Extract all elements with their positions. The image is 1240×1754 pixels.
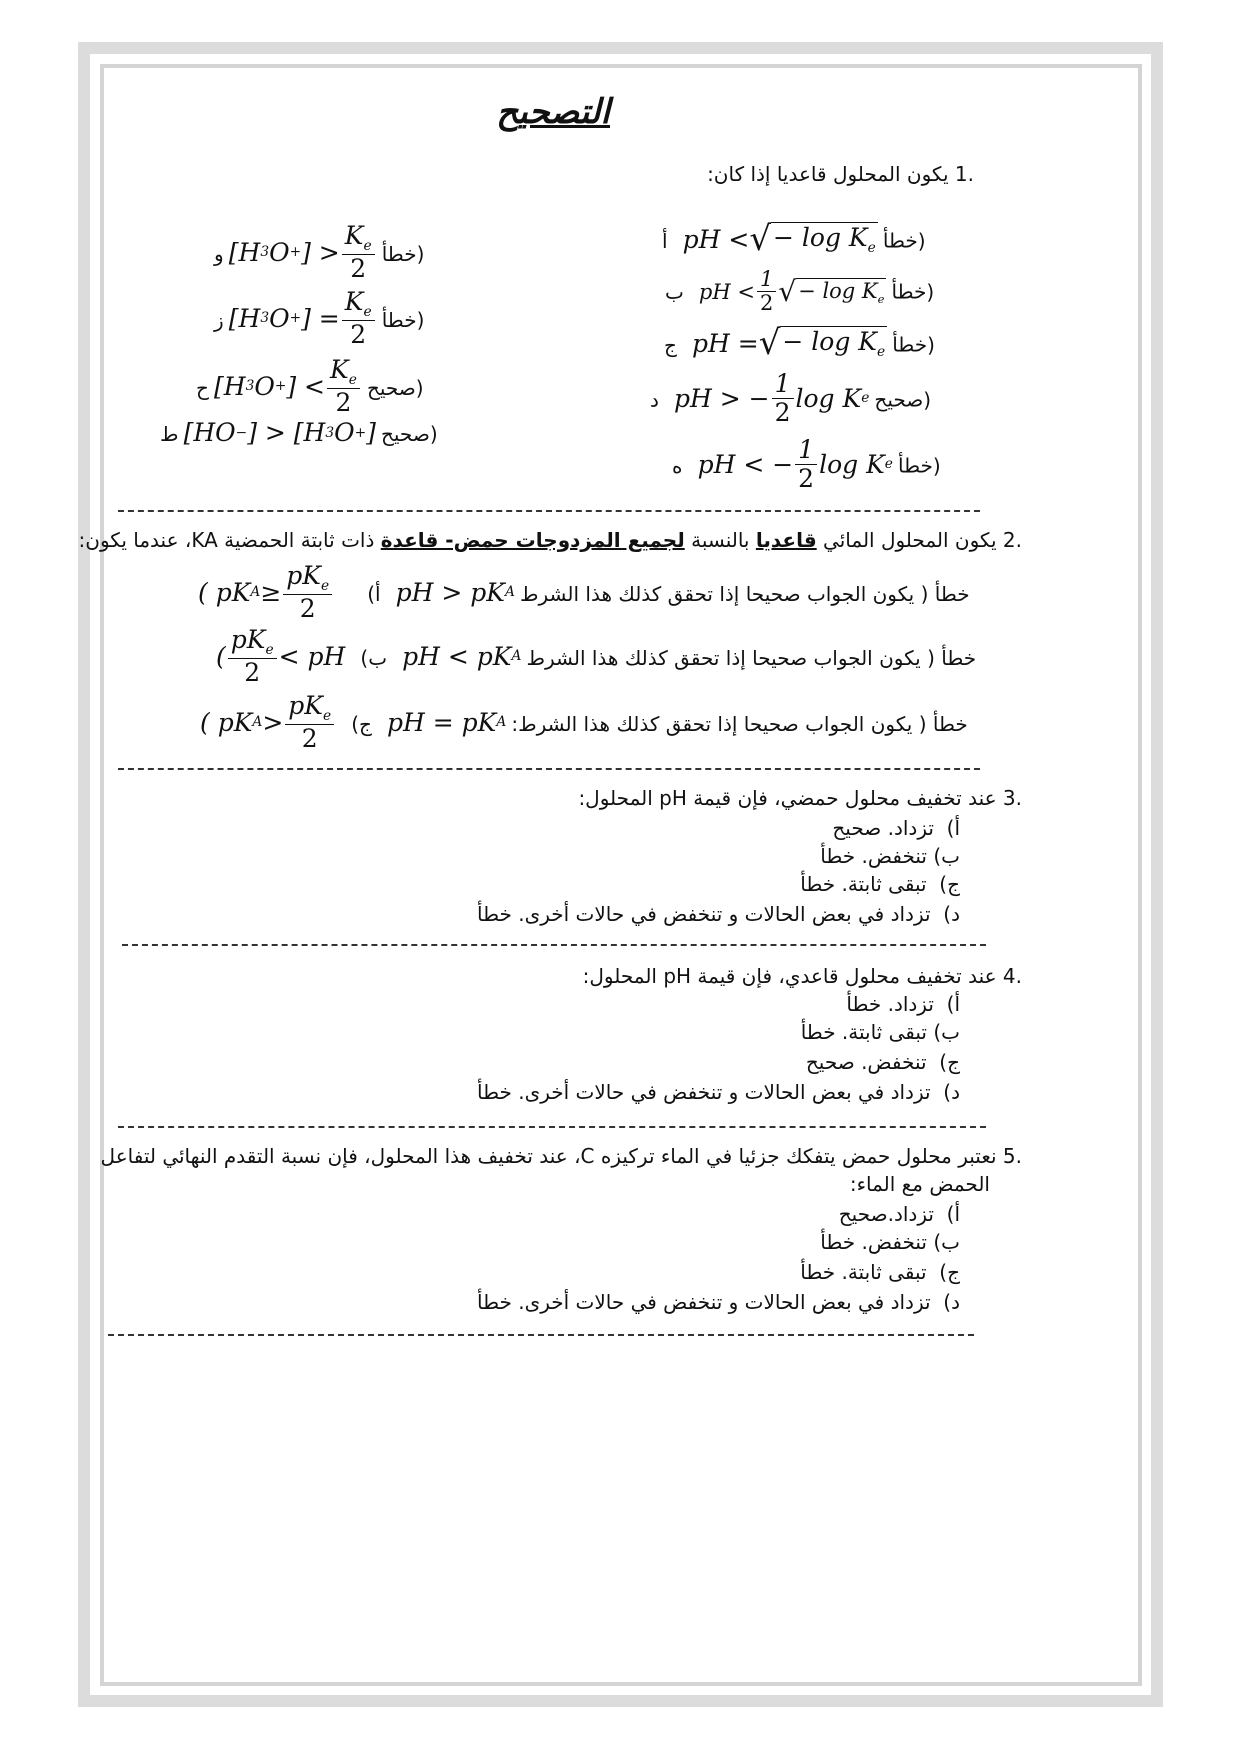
q1-a-verdict: خطأ xyxy=(882,228,918,253)
q5-text-line2: الحمض مع الماء: xyxy=(849,1172,990,1196)
q1-b-verdict: خطأ xyxy=(891,279,927,304)
q5-text-line1: نعتبر محلول حمض يتفكك جزئيا في الماء تركيزه C، عند تخفيف هذا المحلول، فإن نسبة التقدم النهائي لتفاعل xyxy=(100,1144,997,1168)
q1-g-letter: ز) xyxy=(214,307,425,332)
q1-i-letter: ط) xyxy=(160,422,438,446)
q5-option-c xyxy=(800,1260,960,1284)
q1-item-g xyxy=(200,288,424,349)
q2-c-note: خطأ ( يكون الجواب صحيحا إذا تحقق كذلك هذا الشرط: xyxy=(511,711,968,736)
q2-b-formula: pH < pK A xyxy=(402,641,522,671)
q1-c-letter: ج) xyxy=(664,332,935,357)
q1-g-verdict: خطأ xyxy=(381,307,417,332)
q4-c-letter: ج) xyxy=(939,1050,960,1074)
q1-d-letter: د) xyxy=(650,387,932,412)
q3-a-text: تزداد. صحيح xyxy=(832,816,934,840)
q4-c-text: تنخفض. صحيح xyxy=(805,1050,927,1074)
q3-d-text: تزداد في بعض الحالات و تنخفض في حالات أخرى. خطأ xyxy=(476,902,931,926)
q1-item-a xyxy=(640,219,926,259)
q5-d-letter: د) xyxy=(943,1290,960,1314)
q1-item-c xyxy=(650,323,935,363)
q3-b-text: تنخفض. خطأ xyxy=(820,844,927,868)
q2-item-b xyxy=(216,626,976,687)
q1-f-verdict: خطأ xyxy=(381,241,417,266)
q1-item-f xyxy=(200,222,424,283)
q4-b-letter: ب) xyxy=(933,1020,960,1044)
q5-c-letter: ج) xyxy=(939,1260,960,1284)
q1-e-formula: pH < − $\frac{1}{2}$ log K e xyxy=(697,435,893,493)
q4-a-letter: أ) xyxy=(946,992,960,1016)
q5-a-letter: أ) xyxy=(946,1202,960,1226)
q3-c-letter: ج) xyxy=(939,872,960,896)
q2-a-note: خطأ ( يكون الجواب صحيحا إذا تحقق كذلك هذا الشرط xyxy=(520,581,970,606)
q2-a-formula: pH > pK A xyxy=(395,577,515,607)
q1-g-formula: [H 3 O + ] = $\frac{K_e}{2}$ xyxy=(229,288,377,349)
q2-part1: يكون المحلول المائي xyxy=(823,528,997,552)
q3-c-text: تبقى ثابتة. خطأ xyxy=(800,872,927,896)
q2-b-condition: ( $\frac{pK_e}{2}$ < pH xyxy=(216,625,346,688)
q2-c-formula: pH = pK A xyxy=(387,707,507,737)
q5-c-text: تبقى ثابتة. خطأ xyxy=(800,1260,927,1284)
q2-item-c xyxy=(200,692,968,753)
q4-d-text: تزداد في بعض الحالات و تنخفض في حالات أخرى. خطأ xyxy=(476,1080,931,1104)
separator-4 xyxy=(118,1126,986,1128)
q2-word-all-pairs: لجميع المزدوجات حمض- قاعدة xyxy=(380,528,685,552)
q2-part2: بالنسبة xyxy=(691,528,750,552)
q4-option-a xyxy=(846,992,960,1016)
q1-f-formula: [H 3 O + ] > $\frac{K_e}{2}$ xyxy=(229,222,377,283)
q3-d-letter: د) xyxy=(943,902,960,926)
q1-h-letter: ح) xyxy=(196,375,424,400)
q4-text: عند تخفيف محلول قاعدي، فإن قيمة pH المحلول: xyxy=(582,964,997,988)
q1-b-letter: ب) xyxy=(665,279,935,304)
q4-b-text: تبقى ثابتة. خطأ xyxy=(800,1020,927,1044)
q2-item-a xyxy=(198,562,970,623)
q1-text: يكون المحلول قاعديا إذا كان: xyxy=(707,162,949,186)
q3-option-d xyxy=(477,902,960,926)
q1-item-b xyxy=(655,268,934,315)
q2-c-condition: ( pK A > $\frac{pK_e}{2}$ xyxy=(200,692,336,753)
q1-item-h xyxy=(182,356,424,417)
q1-c-verdict: خطأ xyxy=(892,332,928,357)
q2-number: .2 xyxy=(1002,528,1022,552)
q5-option-b xyxy=(820,1230,960,1254)
q4-option-c xyxy=(806,1050,960,1074)
q1-number: .1 xyxy=(954,162,974,186)
q1-heading xyxy=(707,162,974,186)
q2-c-letter: ج) xyxy=(351,711,372,736)
q5-line1 xyxy=(101,1144,1022,1168)
q5-d-text: تزداد في بعض الحالات و تنخفض في حالات أخرى. خطأ xyxy=(476,1290,931,1314)
q5-option-a xyxy=(839,1202,960,1226)
q1-h-formula: [H 3 O + ] < $\frac{K_e}{2}$ xyxy=(214,356,362,417)
q3-a-letter: أ) xyxy=(946,816,960,840)
q2-heading xyxy=(79,528,1022,552)
q1-b-formula: pH < $\frac{1}{2}$ √ − $\log K_e$ xyxy=(698,267,885,316)
separator-1 xyxy=(118,510,980,512)
q4-heading xyxy=(583,964,1022,988)
page-title: التصحيح xyxy=(496,92,610,132)
q4-option-b xyxy=(801,1020,960,1044)
q1-item-e xyxy=(658,436,941,492)
q5-option-d xyxy=(477,1290,960,1314)
separator-3 xyxy=(122,944,986,946)
q3-option-a xyxy=(832,816,960,840)
q1-a-letter: أ) xyxy=(662,228,926,253)
q5-a-text: تزداد.صحيح xyxy=(838,1202,934,1226)
q1-i-verdict: صحيح xyxy=(380,422,430,446)
q5-number: .5 xyxy=(1002,1144,1022,1168)
q2-b-note: خطأ ( يكون الجواب صحيحا إذا تحقق كذلك هذا الشرط xyxy=(526,645,977,670)
q3-option-c xyxy=(800,872,960,896)
q5-b-text: تنخفض. خطأ xyxy=(820,1230,927,1254)
separator-5 xyxy=(108,1334,974,1336)
q1-c-formula: pH = √ − $\log K_e$ xyxy=(692,323,886,363)
q4-a-text: تزداد. خطأ xyxy=(846,992,934,1016)
separator-2 xyxy=(118,768,980,770)
q1-item-d xyxy=(636,370,931,426)
q1-item-i xyxy=(150,418,438,447)
q4-number: .4 xyxy=(1002,964,1022,988)
q1-f-letter: و) xyxy=(214,241,425,266)
q3-number: .3 xyxy=(1002,786,1022,810)
q2-word-basic: قاعديا xyxy=(755,528,817,552)
q1-h-verdict: صحيح xyxy=(366,375,416,400)
q3-option-b xyxy=(820,844,960,868)
q4-option-d xyxy=(477,1080,960,1104)
q3-heading xyxy=(578,786,1022,810)
q3-text: عند تخفيف محلول حمضي، فإن قيمة pH المحلول: xyxy=(578,786,997,810)
q2-a-condition: ( pK A ≥ $\frac{pK_e}{2}$ xyxy=(198,562,334,623)
q1-e-verdict: خطأ xyxy=(898,453,933,478)
q1-a-formula: pH < √ − $\log K_e$ xyxy=(682,219,876,259)
q1-e-letter: ه) xyxy=(672,453,941,478)
q4-d-letter: د) xyxy=(943,1080,960,1104)
q2-part3: ذات ثابتة الحمضية KA، عندما يكون: xyxy=(78,528,375,552)
q1-d-verdict: صحيح xyxy=(874,387,924,412)
q2-b-letter: ب) xyxy=(360,645,388,670)
q1-d-formula: pH > − $\frac{1}{2}$ log K e xyxy=(674,369,870,427)
q5-b-letter: ب) xyxy=(933,1230,960,1254)
q1-i-formula: [HO − ] > [H 3 O + ] xyxy=(183,418,376,447)
q2-a-letter: أ) xyxy=(367,581,381,606)
q3-b-letter: ب) xyxy=(933,844,960,868)
